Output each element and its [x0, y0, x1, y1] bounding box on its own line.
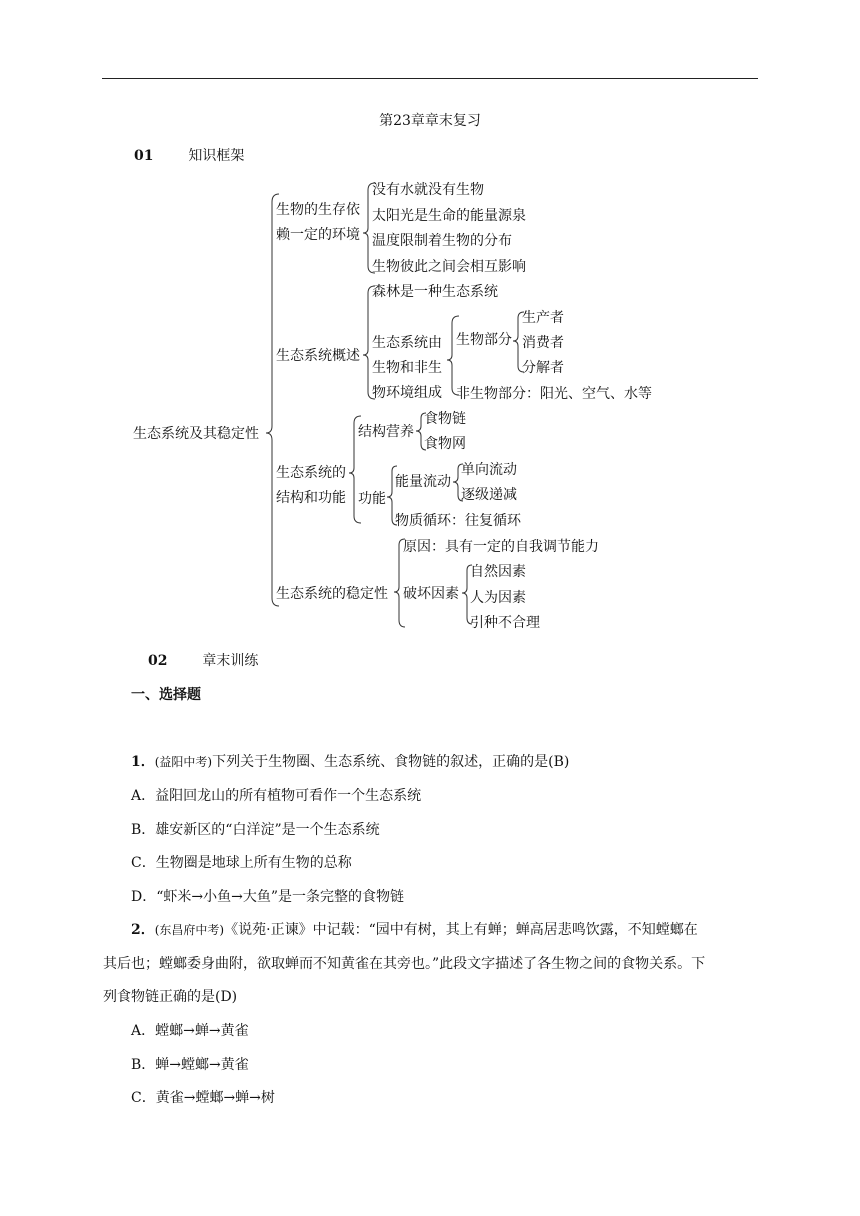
question-number: 2．	[131, 922, 155, 938]
section-number: 02	[148, 653, 168, 669]
framework-b1-item: 没有水就没有生物	[372, 182, 484, 198]
question-2-option: B．蝉→螳螂→黄雀	[131, 1057, 249, 1073]
framework-b3-line1: 生态系统的	[276, 465, 346, 481]
framework-b3-energy-item: 逐级递减	[461, 487, 517, 503]
framework-b2-abio: 非生物部分：阳光、空气、水等	[456, 386, 652, 402]
question-2-option: C．黄雀→螳螂→蝉→树	[131, 1090, 275, 1106]
framework-b2-item: 森林是一种生态系统	[372, 284, 498, 300]
question-2-stem-line3: 列食物链正确的是(D)	[103, 989, 238, 1005]
question-1-option: D．“虾米→小鱼→大鱼”是一条完整的食物链	[131, 889, 404, 905]
question-2-option: A．螳螂→蝉→黄雀	[131, 1023, 249, 1039]
framework-root: 生态系统及其稳定性	[133, 426, 259, 442]
framework-b2-label: 生态系统概述	[276, 348, 360, 364]
question-source: (益阳中考)	[154, 755, 213, 769]
framework-b3-func: 功能	[358, 491, 386, 507]
question-1-stem	[131, 753, 569, 771]
framework-b3-energy: 能量流动	[395, 474, 451, 490]
framework-b1-line1: 生物的生存依	[276, 202, 360, 218]
framework-b1-line2: 赖一定的环境	[276, 227, 360, 243]
section-label: 知识框架	[188, 148, 245, 164]
section-heading-training	[148, 652, 258, 670]
framework-b2-bio: 生物部分	[456, 332, 512, 348]
question-1-option: A．益阳回龙山的所有植物可看作一个生态系统	[131, 788, 422, 804]
section-number: 01	[134, 148, 154, 164]
framework-b1-item: 生物彼此之间会相互影响	[372, 259, 526, 275]
framework-b4-damage: 破坏因素	[403, 586, 459, 602]
framework-b2-sub-line1: 生态系统由	[372, 335, 442, 351]
question-text: 下列关于生物圈、生态系统、食物链的叙述，正确的是(B)	[212, 754, 570, 770]
framework-b3-struct-item: 食物链	[424, 411, 466, 427]
framework-b2-sub-line3: 物环境组成	[372, 385, 442, 401]
framework-b2-bio-item: 消费者	[522, 335, 564, 351]
framework-b2-sub-line2: 生物和非生	[372, 360, 442, 376]
question-2-stem	[131, 921, 698, 939]
question-1-option: C．生物圈是地球上所有生物的总称	[131, 855, 352, 871]
framework-b3-struct-item: 食物网	[424, 436, 466, 452]
framework-b4-damage-item: 引种不合理	[470, 615, 540, 631]
part-heading: 一、选择题	[131, 687, 201, 703]
framework-b4-reason: 原因：具有一定的自我调节能力	[403, 539, 599, 555]
framework-b3-matter: 物质循环：往复循环	[395, 513, 521, 529]
bracket-root	[266, 194, 279, 606]
question-number: 1．	[131, 754, 155, 770]
question-text: 《说苑·正谏》中记载：“园中有树，其上有蝉；蝉高居悲鸣饮露，不知螳螂在	[224, 922, 698, 938]
question-1-option: B．雄安新区的“白洋淀”是一个生态系统	[131, 822, 380, 838]
page-title: 第23章章末复习	[379, 113, 481, 129]
framework-b1-item: 温度限制着生物的分布	[372, 233, 512, 249]
framework-b2-bio-item: 生产者	[522, 310, 564, 326]
framework-b1-item: 太阳光是生命的能量源泉	[372, 208, 526, 224]
framework-b4-label: 生态系统的稳定性	[276, 586, 388, 602]
framework-b3-line2: 结构和功能	[276, 490, 346, 506]
framework-b3-struct: 结构营养	[358, 424, 414, 440]
question-source: (东昌府中考)	[154, 923, 225, 937]
bracket-b2-sub	[447, 316, 459, 395]
section-label: 章末训练	[202, 653, 259, 669]
question-2-stem-line2: 其后也；螳螂委身曲附，欲取蝉而不知黄雀在其旁也。”此段文字描述了各生物之间的食物关系。下	[103, 956, 706, 972]
framework-b3-energy-item: 单向流动	[461, 462, 517, 478]
framework-b4-damage-item: 人为因素	[470, 590, 526, 606]
framework-b2-bio-item: 分解者	[522, 360, 564, 376]
framework-b4-damage-item: 自然因素	[470, 564, 526, 580]
